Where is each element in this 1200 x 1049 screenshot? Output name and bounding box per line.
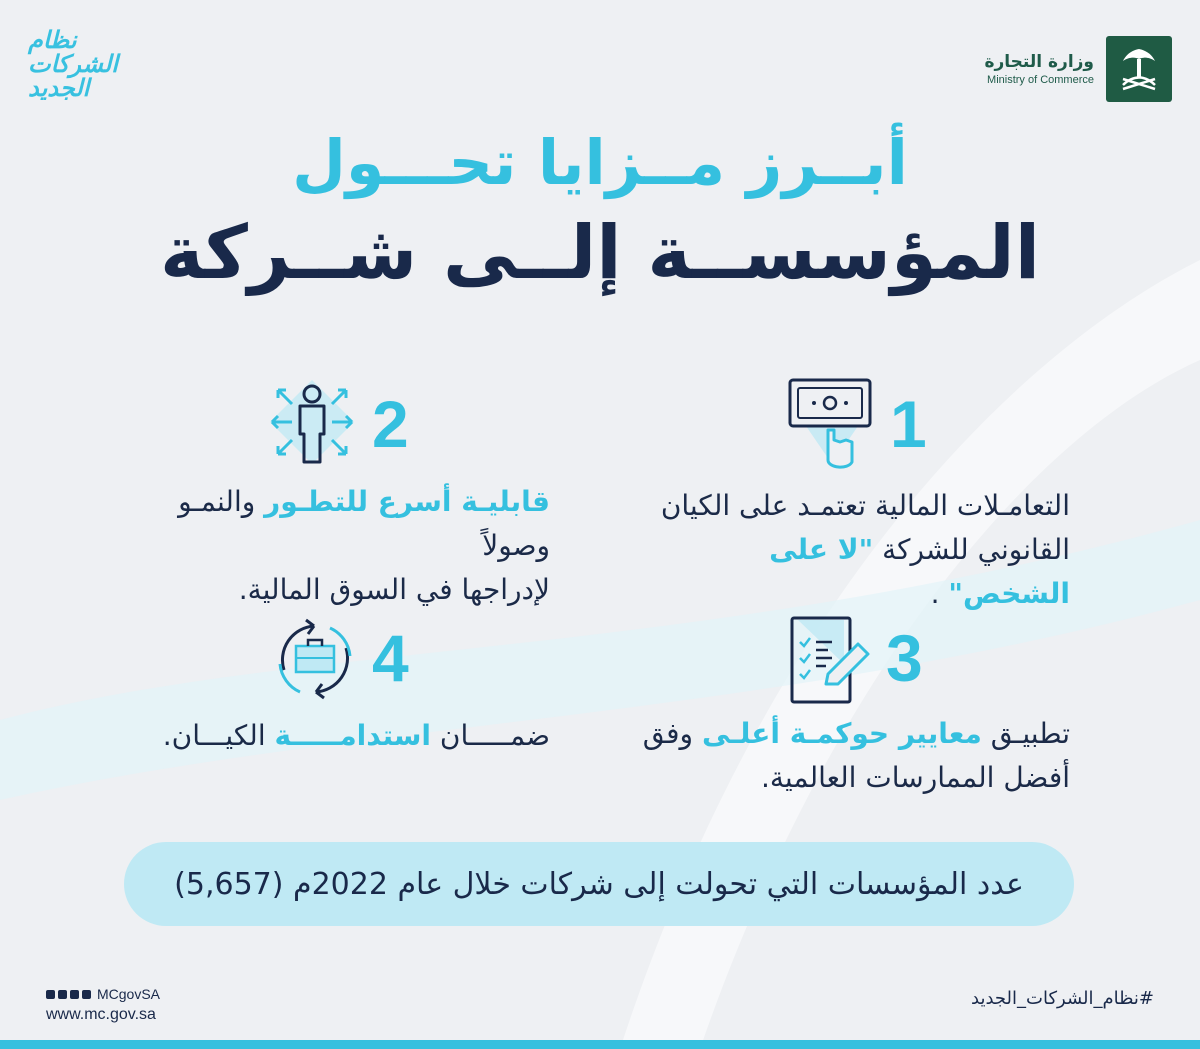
feature-2 xyxy=(120,372,550,606)
logo-line-2: الشركات xyxy=(28,50,118,78)
banknote-hand-icon xyxy=(788,378,874,474)
person-expand-icon xyxy=(266,376,358,468)
facebook-icon[interactable] xyxy=(58,990,67,999)
logo-line-1: نظام xyxy=(28,26,77,54)
feature-3-number: 3 xyxy=(886,621,923,695)
footer-contact xyxy=(46,986,160,1024)
ministry-name-en: Ministry of Commerce xyxy=(987,74,1094,86)
instagram-icon[interactable] xyxy=(70,990,79,999)
social-links xyxy=(46,986,160,1002)
feature-3 xyxy=(640,610,1070,810)
feature-2-highlight: قابليـة أسرع للتطـور xyxy=(264,485,550,518)
feature-3-line-1-start: تطبيـق xyxy=(981,717,1070,750)
feature-4-line xyxy=(120,714,550,758)
checklist-pen-icon xyxy=(788,614,874,706)
feature-4-text xyxy=(120,714,550,758)
bottom-accent-bar xyxy=(0,1040,1200,1049)
feature-3-line-1-end: وفق xyxy=(642,717,702,750)
feature-3-line-2: أفضل الممارسات العالمية. xyxy=(761,761,1070,794)
feature-3-highlight: معايير حوكمـة أعلـى xyxy=(701,717,982,750)
ministry-name-ar: وزارة التجارة xyxy=(984,52,1094,72)
logo-line-3: الجديد xyxy=(28,74,90,102)
saudi-emblem-icon xyxy=(1106,36,1172,102)
feature-1-highlight: "لا على الشخص" xyxy=(769,533,1070,610)
title-line-1: أبــرز مــزايا تحـــول xyxy=(292,126,908,199)
feature-4 xyxy=(120,610,550,810)
hashtag: #نظام_الشركات_الجديد xyxy=(971,988,1154,1009)
feature-2-number: 2 xyxy=(372,387,409,461)
ministry-logo xyxy=(984,36,1172,102)
briefcase-cycle-icon xyxy=(270,614,360,704)
website-link[interactable]: www.mc.gov.sa xyxy=(46,1006,156,1023)
feature-2-text xyxy=(120,480,550,612)
new-companies-system-logo xyxy=(28,28,138,100)
title-line-2: المؤسســة إلــى شــركة xyxy=(159,210,1041,296)
feature-1-line-2 xyxy=(640,528,1070,616)
stat-banner xyxy=(124,842,1074,926)
feature-4-highlight: استدامـــــة xyxy=(274,719,432,752)
feature-1-text xyxy=(640,484,1070,616)
feature-2-line-1-end: والنمـو وصولاً xyxy=(178,485,550,562)
feature-1-line-1: التعامـلات المالية تعتمـد على الكيان xyxy=(660,489,1070,522)
ministry-name xyxy=(984,52,1094,86)
twitter-icon[interactable] xyxy=(46,990,55,999)
stat-text: عدد المؤسسات التي تحولت إلى شركات خلال عام 2022م (5,657) xyxy=(174,866,1024,902)
feature-3-line-1 xyxy=(640,712,1070,756)
feature-4-number: 4 xyxy=(372,621,409,695)
feature-1-number: 1 xyxy=(890,387,927,461)
feature-1-line-2-end: . xyxy=(930,577,949,610)
feature-4-end: الكيـــان. xyxy=(162,719,275,752)
youtube-icon[interactable] xyxy=(82,990,91,999)
feature-1-line-2-start: القانوني للشركة xyxy=(873,533,1070,566)
feature-1 xyxy=(640,372,1070,610)
feature-3-text xyxy=(640,712,1070,800)
social-handle[interactable]: MCgovSA xyxy=(97,986,161,1002)
feature-4-start: ضمـــــان xyxy=(431,719,550,752)
feature-2-line-2: لإدراجها في السوق المالية. xyxy=(238,573,550,606)
feature-2-line-1 xyxy=(120,480,550,568)
